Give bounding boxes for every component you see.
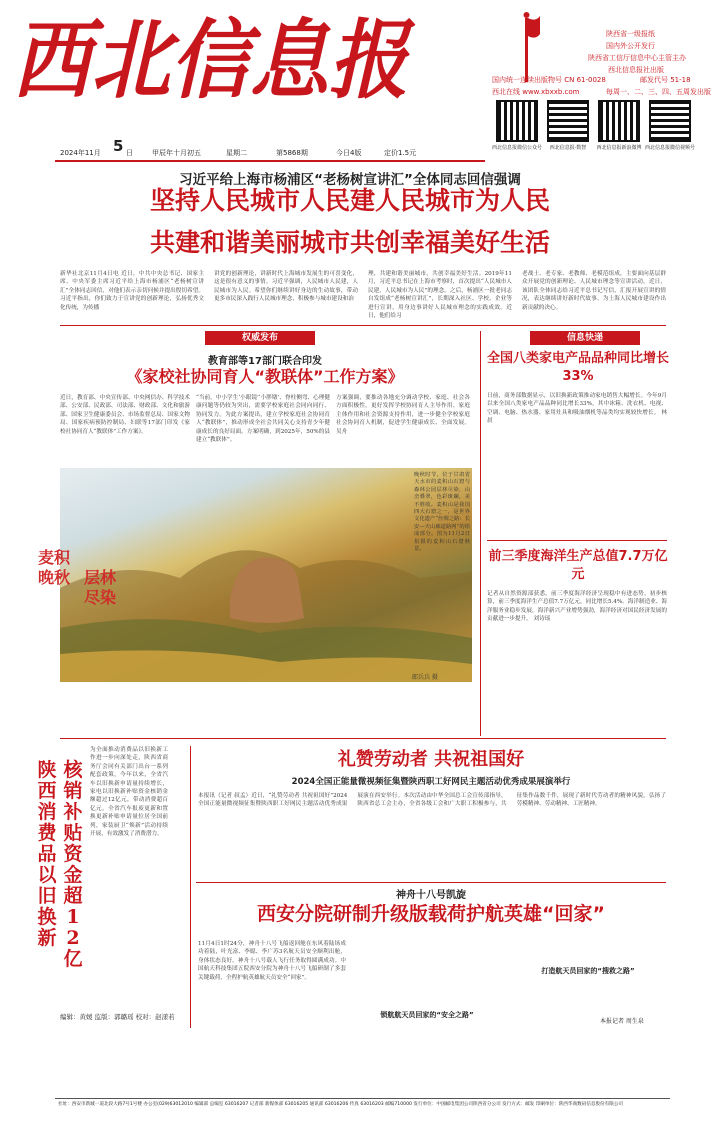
navy-subhead-1: 锁航航天员回家的“安全之路” xyxy=(380,1011,474,1019)
weekday: 星期二 xyxy=(226,149,247,157)
qr-code-3 xyxy=(598,100,640,142)
policy-col-1: 近日，教育部、中央宣传部、中央网信办、科学技术部、公安部、民政部、司法部、财政部、文化和旅游部、国家卫生健康委员会、市场监督总局、国家文物局、国家疾病预防控制局、妇联等17部门印发《家校社协同育人“教联体”工作方案》。 xyxy=(60,395,190,435)
info-body-1: 日前，商务部数据显示，以旧换新政策推动家电销售大幅增长。今年9月以来全国八类家电产品品种同比增长33%，其中冰箱、洗衣机、电视、空调、电脑、热水器、家用灶具和吸油烟机等品类均实现较快增长。 林晨 xyxy=(487,393,667,425)
info-line-8: 每周一、二、三、四、五周发出版 xyxy=(606,88,711,96)
day-unit: 日 xyxy=(126,149,133,157)
masthead-logo xyxy=(6,8,416,120)
navy-col-1: 11月4日1时24分，神舟十八号飞船返回舱在东风着陆场成功着陆，叶光富、李聪、李广苏3名航天员安全顺利出舱，身体状态良好，神舟十八号载人飞行任务取得圆满成功。中国航天科技集团五院西安分院为神舟十八号飞船研制了多套关键载荷，全程护航英雄航天员安全“回家”。 xyxy=(198,941,346,981)
consumer-box xyxy=(90,746,200,1008)
consumer-body: 为全面推动消费品以旧换新工作进一步向深处走，陕西省商务厅会同有关部门出台一系列配套政策，今年以来，全省汽车以旧换新申请量持续增长，家电以旧换新补贴资金核销金额超过12亿元，带动消费超百亿元。全省汽车报废更新和置换更新补贴申请量位居全国前列，家装厨卫“焕新”活动持续开展，有效激发了消费潜力。 xyxy=(90,747,168,838)
qr-code-1 xyxy=(496,100,538,142)
info-rule xyxy=(487,540,667,541)
info-line-1: 陕西省一级报纸 xyxy=(606,30,655,38)
info-line-2: 国内外公开发行 xyxy=(606,42,655,50)
maiji-title-1: 麦积晚秋 xyxy=(37,548,70,587)
pages: 今日4版 xyxy=(336,149,362,157)
qr-label-4: 西北信息报微信视频号 xyxy=(644,145,695,151)
flag-icon xyxy=(512,8,542,82)
maiji-caption: 晚秋时节，位于甘肃省天水市的麦积山石窟与森林公园层林尽染，山峦叠翠，色彩斑斓，美不胜收。麦积山是我国四大石窟之一，是世界文化遗产“丝绸之路：长安—天山廊道路网”的组成部分。图为11月2日拍摄的麦积山石窟秋景。 xyxy=(414,472,470,553)
policy-kicker: 教育部等17部门联合印发 xyxy=(208,356,322,367)
masthead-title: 西北信息报 xyxy=(12,10,417,111)
masthead-calligraphy xyxy=(6,8,416,120)
policy-col-2: “当前，中小学生‘小眼镜’‘小胖墩’、脊柱侧弯、心理健康问题等仍较为突出，需要学校家庭社会同向同行、协同发力。为此方案提出，建立学校家庭社会协同育人“教联体”，推动形成全社会共同关心支持青少年健康成长的良好局面。方案明确，到2025年，50%的县建立“教联体”。 xyxy=(196,395,330,444)
navy-headline: 西安分院研制升级版载荷护航英雄“回家” xyxy=(257,903,605,925)
labor-rule xyxy=(196,882,666,883)
lead-col-1: 新华社北京11月4日电 近日，中共中央总书记、国家主席、中央军委主席习近平给上海市杨浦区“老杨树宣讲汇”全体同志回信，对他们表示亲切问候并提出殷切希望。习近平指出，你们致力于宣讲党的创新理论，弘扬优秀文化传统，为传播 xyxy=(60,271,204,311)
consumer-title: 陕西消费品以旧换新 xyxy=(37,759,57,949)
editor-line: 编辑：黄媛 监版：郭璐瑶 校对：赵漾若 xyxy=(60,1013,175,1021)
mid-rule xyxy=(60,738,666,739)
lead-rule xyxy=(60,325,666,326)
date: 2024年11月 xyxy=(60,149,101,157)
maiji-title-2: 层林尽染 xyxy=(83,568,116,607)
info-tag: 信息快递 xyxy=(530,331,640,345)
navy-credit: 本报记者 周生泉 xyxy=(600,1018,644,1025)
policy-headline: 《家校社协同育人“教联体”工作方案》 xyxy=(126,367,404,386)
info-line-3: 陕西省工信厅信息中心主管主办 xyxy=(588,54,686,62)
maiji-photo xyxy=(60,468,472,682)
lead-col-4: 老战士、老专家、老教师、老模范组成，主要面向基层群众开展党的创新理论、人民城市理念等宣讲活动。近日，该团队全体同志给习近平总书记写信，汇报开展宣讲的情况，表达继续讲好新时代故事、为上海人民城市建设作出新贡献的决心。 xyxy=(522,271,666,311)
qr-label-3: 西北信息报新浪微博 xyxy=(596,145,642,151)
labor-subhead: 2024全国正能量微视频征集暨陕西职工好网民主题活动优秀成果展演举行 xyxy=(291,777,571,787)
masthead-rule xyxy=(55,160,485,162)
labor-headline: 礼赞劳动者 共祝祖国好 xyxy=(337,749,525,770)
column-divider-2 xyxy=(190,746,191,1028)
footer-text: 社址：西安市新城一道北段大路7号1号楼 办公室(029)63012010 编辑部 总编室 63016207 记者部 新媒体部 63016205 通讯部 63016206 传真 63016203 邮编710000 发行单位：中国邮电集团公司陕西省分公司 发行方式：邮发 印刷单位：陕西华商数码信息股份有限公司 xyxy=(58,1102,624,1107)
info-body-2: 记者从自然资源部获悉，前三季度海洋经济呈现稳中有进态势。初步核算，前三季度海洋生产总值7.7万亿元，同比增长5.4%。海洋制造业、海洋服务业稳步发展，海洋新兴产业增势强劲，海洋经济对国民经济发展的贡献进一步提升。 刘诗瑶 xyxy=(487,591,667,623)
info-line-4: 西北信息报社出版 xyxy=(608,66,664,74)
lead-col-2: 讲党的创新理论，讲新时代上海城市发展生的可喜变化，这是很有意义的事情。习近平强调，人民城市人民建，人民城市为人民。希望你们继续讲好身边的生动故事，带动更多市民深入践行人民城市理念，积极参与城市建设和治 xyxy=(214,271,358,303)
labor-body: 本报讯（记者 叔孟）近日，“礼赞劳动者 共祝祖国好”2024全国正能量微视频征集暨陕西职工好网民主题活动优秀成果展演在西安举行。本次活动由中华全国总工会宣传部指导，陕西省总工会主办，全省各级工会和广大职工积极参与，共征集作品数千件，展现了新时代劳动者的精神风貌，弘扬了劳模精神、劳动精神、工匠精神。 xyxy=(198,793,666,808)
info-line-7: 西北在线 www.xbxxb.com xyxy=(492,88,580,96)
navy-kicker: 神舟十八号凯旋 xyxy=(396,890,466,901)
issue-number: 第5868期 xyxy=(276,149,308,157)
navy-subhead-2: 打造航天员回家的“搜救之路” xyxy=(541,967,635,975)
policy-col-3: 方案强调，要推动各地充分调动学校、家庭、社会各方面积极性，更好发挥学校协同育人主导作用、家庭主体作用和社会资源支持作用，进一步健全学校家庭社会协同育人机制，促进学生健康成长、全面发展。 吴舟 xyxy=(336,395,470,435)
qr-code-4 xyxy=(649,100,691,142)
info-headline-2: 前三季度海洋生产总值7.7万亿元 xyxy=(488,549,668,582)
info-line-5: 国内统一连续出版物号 CN 61-0028 xyxy=(492,76,606,84)
price: 定价1.5元 xyxy=(384,149,417,157)
info-headline-1: 全国八类家电产品品种同比增长33% xyxy=(486,351,669,384)
lead-kicker: 习近平给上海市杨浦区“老杨树宣讲汇”全体同志回信强调 xyxy=(179,172,521,188)
lunar-date: 甲辰年十月初五 xyxy=(152,149,201,157)
policy-tag: 权威发布 xyxy=(205,331,315,345)
lead-headline-2: 共建和谐美丽城市共创幸福美好生活 xyxy=(149,228,550,257)
qr-code-2 xyxy=(547,100,589,142)
day: 5 xyxy=(113,137,124,155)
maiji-credit: 郎兵兵 摄 xyxy=(412,674,438,681)
qr-label-1: 西北信息报微信公众号 xyxy=(491,145,542,151)
lead-col-3: 理，共建和谐美丽城市，共创幸福美好生活。2019年11月，习近平总书记在上海市考察时，首次提出“人民城市人民建，人民城市为人民”的理念。之后，杨浦区一批老同志自发组成“老杨树宣讲汇”，长期深入社区、学校、企业等进行宣讲，用身边事讲好人民城市理念的实践成效。近日，他们给习 xyxy=(368,271,512,320)
info-line-6: 邮发代号 51-18 xyxy=(640,76,691,84)
qr-label-2: 西北信息报·数智 xyxy=(549,145,587,151)
footer-rule xyxy=(55,1098,670,1099)
consumer-title-2: 核销补贴资金超12亿 xyxy=(63,759,83,970)
lead-headline-1: 坚持人民城市人民建人民城市为人民 xyxy=(149,186,550,215)
column-divider xyxy=(480,331,481,736)
